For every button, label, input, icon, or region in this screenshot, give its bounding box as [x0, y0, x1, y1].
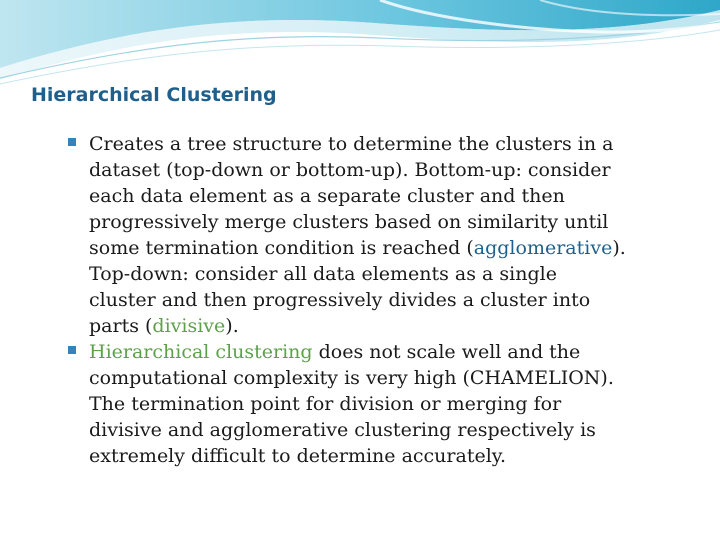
bullet-text: dataset (top-down or bottom-up). Bottom-up: consider	[89, 159, 611, 181]
bullet-text: ).	[612, 237, 626, 259]
bullet-text: each data element as a separate cluster and then	[89, 185, 565, 207]
bullet-text-line	[89, 131, 708, 157]
bullet-text: computational complexity is very high (CHAMELION).	[89, 367, 614, 389]
bullet-text-line	[89, 391, 708, 417]
bullet-text: ).	[225, 315, 239, 337]
bullet-text: The termination point for division or merging for	[89, 393, 562, 415]
square-bullet-icon	[68, 346, 76, 354]
slide-title: Hierarchical Clustering	[31, 84, 277, 106]
bullet-item	[68, 131, 708, 339]
highlighted-term: agglomerative	[473, 237, 613, 259]
highlighted-term: Hierarchical clustering	[89, 341, 313, 363]
bullet-text: Top-down: consider all data elements as a single	[89, 263, 557, 285]
bullet-text-line	[89, 209, 708, 235]
bullet-text-line	[89, 365, 708, 391]
bullet-text-line	[89, 313, 708, 339]
bullet-text: does not scale well and the	[312, 341, 581, 363]
bullet-text-line	[89, 183, 708, 209]
bullet-text-line	[89, 443, 708, 469]
bullet-item	[68, 339, 708, 469]
bullet-text: divisive and agglomerative clustering respectively is	[89, 419, 596, 441]
square-bullet-icon	[68, 138, 76, 146]
bullet-text: some termination condition is reached (	[89, 237, 474, 259]
bullet-text: extremely difficult to determine accurately.	[89, 445, 507, 467]
bullet-text-line	[89, 157, 708, 183]
bullet-text: progressively merge clusters based on similarity until	[89, 211, 609, 233]
header-wave-decoration	[0, 0, 720, 90]
bullet-text-line	[89, 417, 708, 443]
bullet-text: cluster and then progressively divides a cluster into	[89, 289, 591, 311]
bullet-text: parts (	[89, 315, 153, 337]
bullet-text-line	[89, 287, 708, 313]
bullet-text: Creates a tree structure to determine the clusters in a	[89, 133, 614, 155]
highlighted-term: divisive	[152, 315, 226, 337]
bullet-text-line	[89, 235, 708, 261]
bullet-text-line	[89, 339, 708, 365]
bullet-list	[68, 131, 708, 469]
bullet-text-line	[89, 261, 708, 287]
